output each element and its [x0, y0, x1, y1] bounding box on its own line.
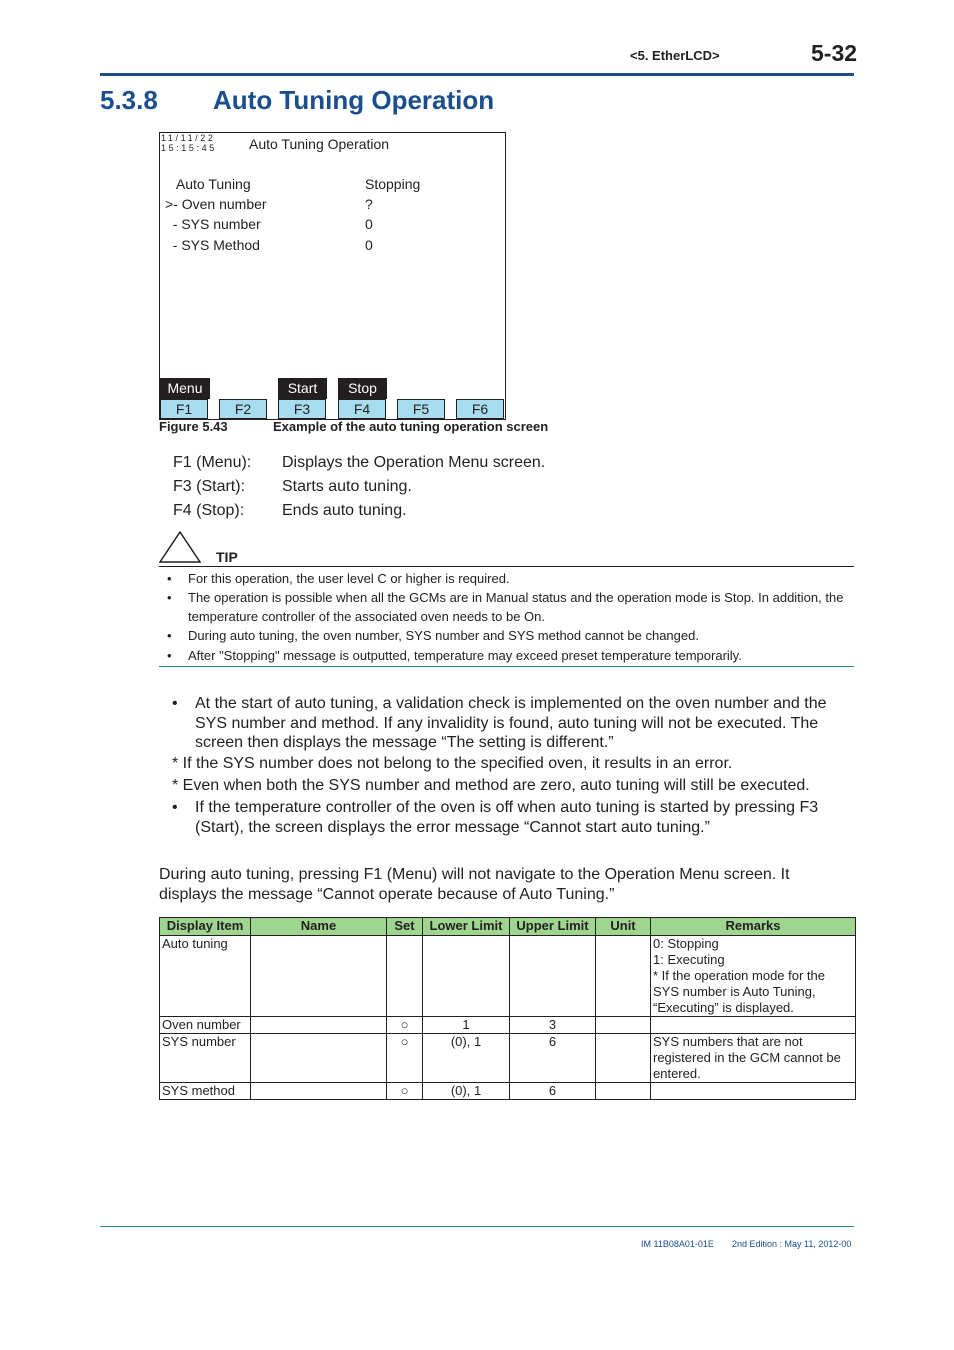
tip-rule [159, 666, 854, 667]
cell-lower [423, 936, 510, 1017]
lcd-row-value: Stopping [365, 176, 421, 192]
tip-item-text: The operation is possible when all the GCMs are in Manual status and the operation mode is Stop. In addition, the temperature controller of the associated oven needs to be On. [188, 590, 844, 624]
cell-lower: 1 [423, 1017, 510, 1034]
parameter-table [159, 917, 856, 1100]
cell-upper: 6 [510, 1083, 596, 1100]
lcd-row-label: - SYS number [165, 216, 261, 232]
body-note: * Even when both the SYS number and method are zero, auto tuning will still be executed. [172, 777, 810, 794]
remark-line: 0: Stopping [653, 936, 719, 951]
remark-line: SYS numbers that are not registered in the GCM cannot be entered. [653, 1034, 841, 1081]
page-number: 5-32 [811, 40, 858, 66]
section-title: Auto Tuning Operation [213, 85, 495, 115]
cell-unit [596, 1083, 651, 1100]
bullet: • [167, 571, 172, 586]
bullet: • [167, 590, 172, 605]
cell-upper [510, 936, 596, 1017]
remark-line: 1: Executing [653, 952, 725, 967]
tip-triangle-icon [159, 531, 201, 563]
table-row [160, 1034, 856, 1083]
cell-lower: (0), 1 [423, 1083, 510, 1100]
cell-name [251, 1083, 387, 1100]
table-header-row [160, 918, 856, 936]
lcd-row-value: ? [365, 196, 373, 212]
cell-name [251, 936, 387, 1017]
lcd-time: 15:15:45 [161, 143, 217, 153]
cell-lower: (0), 1 [423, 1034, 510, 1083]
lcd-row-value: 0 [365, 216, 373, 232]
lcd-row-value: 0 [365, 237, 373, 253]
remark-line: * If the operation mode for the SYS number is Auto Tuning, “Executing” is displayed. [653, 968, 825, 1015]
cell-set: ○ [387, 1017, 423, 1034]
cell-remarks [651, 1034, 856, 1083]
body-bullet-text: If the temperature controller of the oven is off when auto tuning is started by pressing F3 (Start), the screen displays the error message “Cannot start auto tuning.” [195, 799, 819, 836]
table-header: Upper Limit [510, 918, 596, 936]
table-row [160, 1017, 856, 1034]
body-bullet [172, 798, 852, 837]
softkey-menu[interactable]: Menu [160, 378, 210, 399]
key-name: F3 (Start): [173, 478, 246, 495]
footer-rule [100, 1226, 854, 1227]
table-row [160, 936, 856, 1017]
softkey-stop[interactable]: Stop [338, 378, 387, 399]
body-bullet [172, 694, 852, 753]
tip-rule [159, 566, 854, 567]
cell-item: SYS number [160, 1034, 251, 1083]
cell-unit [596, 1034, 651, 1083]
fkey-f2[interactable]: F2 [219, 399, 267, 419]
tip-item [167, 588, 847, 626]
cell-item: Auto tuning [160, 936, 251, 1017]
table-header: Display Item [160, 918, 251, 936]
body-note: * If the SYS number does not belong to the specified oven, it results in an error. [172, 755, 733, 772]
fkey-f5[interactable]: F5 [397, 399, 445, 419]
cell-item: Oven number [160, 1017, 251, 1034]
fkey-f1[interactable]: F1 [160, 399, 208, 419]
fkey-f3[interactable]: F3 [278, 399, 326, 419]
header-rule [100, 73, 854, 76]
tip-item [167, 569, 847, 588]
bullet: • [172, 799, 178, 816]
section-number: 5.3.8 [100, 85, 158, 115]
body-paragraph: During auto tuning, pressing F1 (Menu) will not navigate to the Operation Menu screen. It displays the message “Cannot operate because of Auto Tuning.” [159, 866, 790, 903]
tip-item-text: During auto tuning, the oven number, SYS number and SYS method cannot be changed. [188, 628, 699, 643]
lcd-screen [159, 132, 506, 420]
bullet: • [167, 648, 172, 663]
cell-unit [596, 1017, 651, 1034]
table-row [160, 1083, 856, 1100]
tip-item-text: After "Stopping" message is outputted, temperature may exceed preset temperature temporarily. [188, 648, 742, 663]
table-header: Set [387, 918, 423, 936]
table-header: Remarks [651, 918, 856, 936]
key-name: F1 (Menu): [173, 454, 252, 471]
key-description: Ends auto tuning. [282, 502, 407, 519]
cell-item: SYS method [160, 1083, 251, 1100]
cell-remarks [651, 1083, 856, 1100]
bullet: • [172, 695, 178, 712]
lcd-row-label: - SYS Method [165, 237, 260, 253]
cell-remarks [651, 1017, 856, 1034]
tip-label: TIP [216, 549, 238, 565]
table-header: Lower Limit [423, 918, 510, 936]
lcd-title: Auto Tuning Operation [249, 136, 390, 152]
key-name: F4 (Stop): [173, 502, 245, 519]
figure-caption: Example of the auto tuning operation screen [273, 419, 549, 434]
bullet: • [167, 628, 172, 643]
cell-upper: 3 [510, 1017, 596, 1034]
key-description: Starts auto tuning. [282, 478, 412, 495]
lcd-row-label: >- Oven number [165, 196, 267, 212]
cell-name [251, 1017, 387, 1034]
fkey-f4[interactable]: F4 [338, 399, 386, 419]
figure-label: Figure 5.43 [159, 419, 228, 434]
table-header: Name [251, 918, 387, 936]
footer-doc-id: IM 11B08A01-01E [641, 1239, 714, 1249]
cell-set: ○ [387, 1083, 423, 1100]
header-section-label: <5. EtherLCD> [630, 48, 720, 63]
lcd-date: 11/11/22 [161, 133, 216, 143]
lcd-row-label: Auto Tuning [165, 176, 251, 192]
tip-item [167, 646, 847, 665]
fkey-f6[interactable]: F6 [456, 399, 504, 419]
key-description: Displays the Operation Menu screen. [282, 454, 546, 471]
cell-unit [596, 936, 651, 1017]
cell-name [251, 1034, 387, 1083]
body-bullet-text: At the start of auto tuning, a validation check is implemented on the oven number and the SYS number and method. If any invalidity is found, auto tuning will not be executed. The screen then displays the message “The setting is different.” [195, 695, 827, 751]
cell-upper: 6 [510, 1034, 596, 1083]
cell-remarks [651, 936, 856, 1017]
cell-set: ○ [387, 1034, 423, 1083]
tip-item [167, 626, 847, 645]
footer-edition: 2nd Edition : May 11, 2012-00 [732, 1239, 852, 1249]
cell-set [387, 936, 423, 1017]
table-header: Unit [596, 918, 651, 936]
tip-item-text: For this operation, the user level C or higher is required. [188, 571, 510, 586]
softkey-start[interactable]: Start [278, 378, 327, 399]
